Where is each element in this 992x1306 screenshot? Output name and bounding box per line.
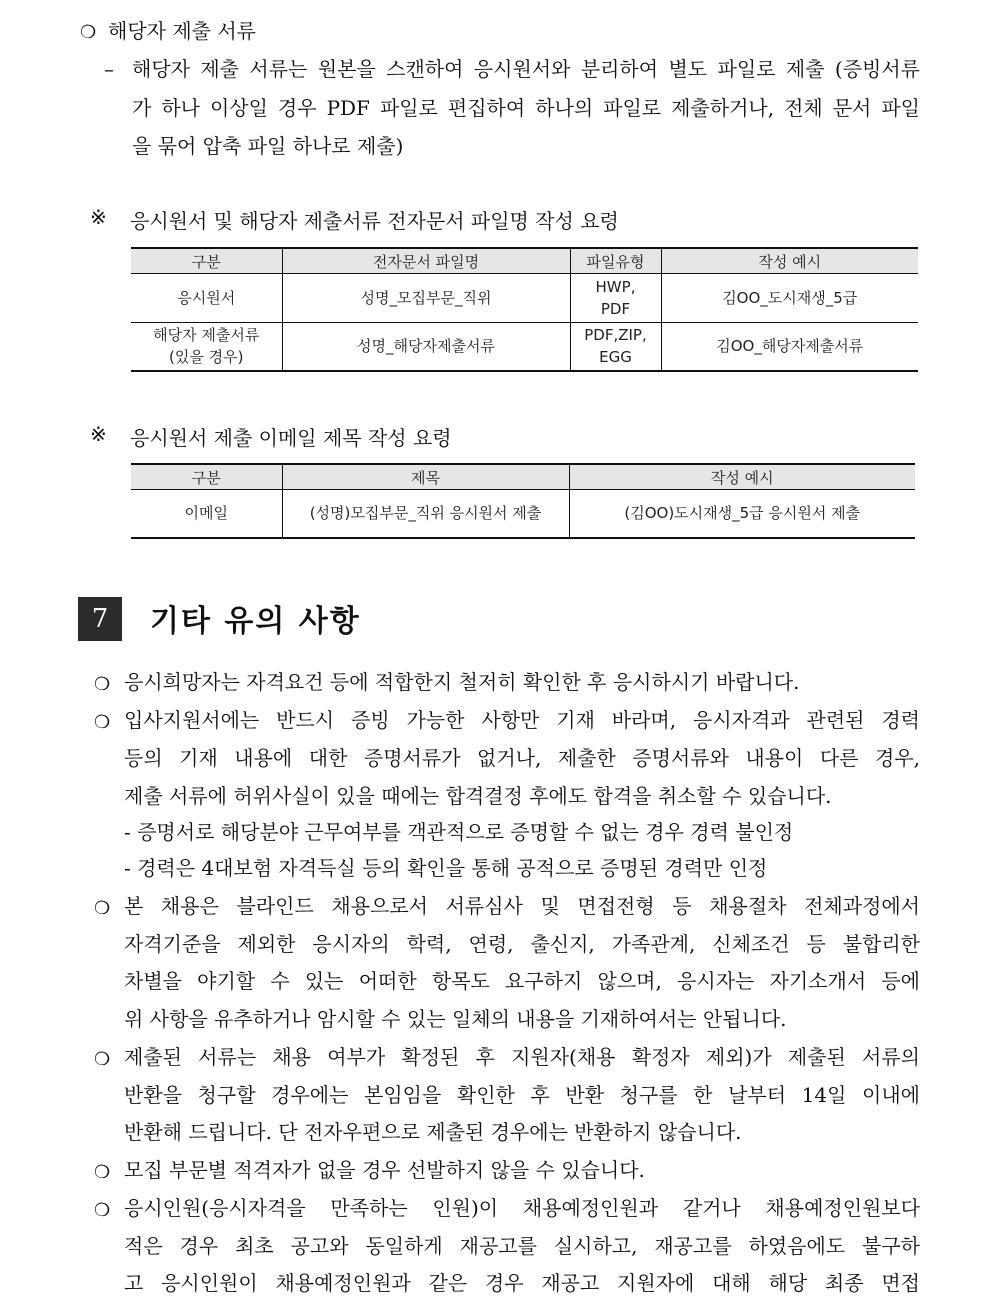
- paragraph-line: 가 하나 이상일 경우 PDF 파일로 편집하여 하나의 파일로 제출하거나, 전체 문서 파일: [132, 96, 920, 120]
- paragraph-line: 입사지원서에는 반드시 증빙 가능한 사항만 기재 바라며, 응시자격과 관련된 경력: [124, 708, 920, 732]
- table-cell: 응시원서: [131, 274, 282, 323]
- cell-line: PDF,ZIP,: [584, 326, 647, 345]
- table-row: [131, 274, 918, 323]
- paragraph-line: 등의 기재 내용에 대한 증명서류가 없거나, 제출한 증명서류와 내용이 다른 경우,: [124, 746, 920, 770]
- circle-bullet-icon: ❍: [80, 22, 97, 43]
- circle-bullet-icon: ❍: [94, 1162, 111, 1183]
- table-cell: [570, 323, 661, 371]
- paragraph-line: 반환해 드립니다. 단 전자우편으로 제출된 경우에는 반환하지 않습니다.: [124, 1120, 742, 1144]
- table-cell: [131, 323, 282, 371]
- column-header: 작성 예시: [661, 248, 918, 274]
- section-title: 기타 유의 사항: [150, 604, 361, 639]
- table-cell: (성명)모집부문_직위 응시원서 제출: [282, 490, 569, 538]
- table-cell: (김OO)도시재생_5급 응시원서 제출: [569, 490, 915, 538]
- paragraph-line: 제출된 서류는 채용 여부가 확정된 후 지원자(채용 확정자 제외)가 제출된 서류의: [124, 1045, 920, 1069]
- paragraph-line: 차별을 야기할 수 있는 어떠한 항목도 요구하지 않으며, 응시자는 자기소개서 등에: [124, 969, 920, 993]
- paragraph-line: 반환을 청구할 경우에는 본임임을 확인한 후 반환 청구를 한 날부터 14일 이내에: [124, 1083, 920, 1107]
- column-header: 전자문서 파일명: [282, 248, 570, 274]
- column-header: 구분: [131, 464, 282, 490]
- paragraph-line: 자격기준을 제외한 응시자의 학력, 연령, 출신지, 가족관계, 신체조건 등 불합리한: [124, 932, 920, 956]
- reference-mark: ※: [90, 205, 107, 229]
- paragraph-line: 고 응시인원이 채용예정인원과 같은 경우 재공고 지원자에 대해 해당 최종 면접: [124, 1271, 920, 1295]
- table-header-row: [131, 464, 915, 490]
- table-header-row: [131, 248, 918, 274]
- cell-line: PDF: [600, 300, 631, 318]
- section-number-badge: 7: [78, 597, 122, 641]
- reference-mark: ※: [90, 422, 107, 446]
- paragraph-line: 모집 부문별 적격자가 없을 경우 선발하지 않을 수 있습니다.: [124, 1158, 645, 1182]
- circle-bullet-icon: ❍: [94, 712, 111, 733]
- table-cell: 성명_모집부문_직위: [282, 274, 570, 323]
- table-row: [131, 490, 915, 538]
- column-header: 구분: [131, 248, 282, 274]
- cell-line: HWP,: [595, 278, 636, 296]
- cell-line: (있을 경우): [169, 348, 244, 367]
- paragraph-line: 을 묶어 압축 파일 하나로 제출): [132, 134, 404, 158]
- paragraph-line: 위 사항을 유추하거나 암시할 수 있는 일체의 내용을 기재하여서는 안됩니다.: [124, 1007, 787, 1031]
- table-caption: 응시원서 및 해당자 제출서류 전자문서 파일명 작성 요령: [130, 209, 619, 233]
- circle-bullet-icon: ❍: [94, 1049, 111, 1070]
- dash-marker: –: [104, 57, 114, 81]
- paragraph-line: 본 채용은 블라인드 채용으로서 서류심사 및 면접전형 등 채용절차 전체과정에서: [124, 894, 920, 918]
- paragraph-line: 응시희망자는 자격요건 등에 적합한지 철저히 확인한 후 응시하시기 바랍니다.: [124, 670, 800, 694]
- column-header: 작성 예시: [569, 464, 915, 490]
- paragraph-line: 해당자 제출 서류는 원본을 스캔하여 응시원서와 분리하여 별도 파일로 제출 (증빙서류: [132, 57, 920, 81]
- sub-item: - 경력은 4대보험 자격득실 등의 확인을 통해 공적으로 증명된 경력만 인정: [124, 856, 768, 880]
- column-header: 제목: [282, 464, 569, 490]
- table-cell: [570, 274, 661, 323]
- circle-bullet-icon: ❍: [94, 1200, 111, 1221]
- circle-bullet-icon: ❍: [94, 674, 111, 695]
- paragraph-line: 적은 경우 최초 공고와 동일하게 재공고를 실시하고, 재공고를 하였음에도 불구하: [124, 1234, 920, 1258]
- table-cell: 이메일: [131, 490, 282, 538]
- paragraph-line: 제출 서류에 허위사실이 있을 때에는 합격결정 후에도 합격을 취소할 수 있습니다.: [124, 784, 832, 808]
- table-caption: 응시원서 제출 이메일 제목 작성 요령: [130, 426, 452, 450]
- table-cell: 김OO_해당자제출서류: [661, 323, 918, 371]
- paragraph-line: 응시인원(응시자격을 만족하는 인원)이 채용예정인원과 같거나 채용예정인원보다: [124, 1196, 920, 1220]
- sub-item: - 증명서로 해당분야 근무여부를 객관적으로 증명할 수 없는 경우 경력 불인정: [124, 820, 794, 844]
- table-row: [131, 323, 918, 371]
- circle-bullet-icon: ❍: [94, 898, 111, 919]
- table-cell: 성명_해당자제출서류: [282, 323, 570, 371]
- email-table: [131, 463, 915, 539]
- subheading: 해당자 제출 서류: [108, 19, 256, 43]
- table-cell: 김OO_도시재생_5급: [661, 274, 918, 323]
- cell-line: 해당자 제출서류: [153, 326, 260, 345]
- column-header: 파일유형: [570, 248, 661, 274]
- filename-table: [131, 247, 918, 372]
- cell-line: EGG: [599, 348, 632, 367]
